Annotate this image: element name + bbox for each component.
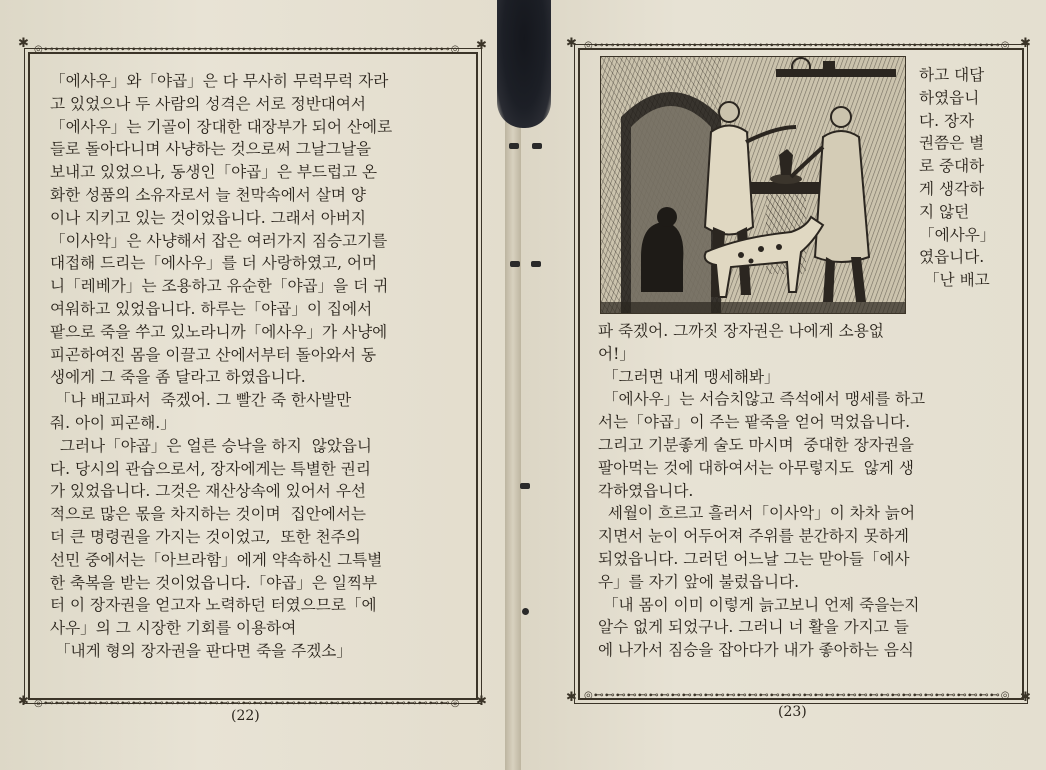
star-ornament: ✱: [1020, 690, 1031, 705]
text-line: 여워하고 있었읍니다. 하루는「야곱」이 집에서: [50, 299, 373, 318]
border-ornament-top: ◎⊷⊷⊷⊷⊷⊷⊷⊷⊷⊷⊷⊷⊷⊷⊷⊷⊷⊷⊷⊷⊷⊷⊷⊷⊷⊷⊷⊷⊷⊷⊷⊷⊷⊷⊷⊷⊷◎: [34, 44, 461, 55]
text-line: 들로 돌아다니며 사냥하는 것으로써 그날그날을: [50, 140, 372, 159]
illustration-jacob-esau: [600, 56, 906, 314]
text-line: 팔아먹는 것에 대하여서는 아무렇지도 않게 생: [598, 458, 914, 477]
engraving-image: [601, 57, 905, 313]
text-line: 로 중대하: [919, 157, 985, 176]
text-line: 다. 장자: [919, 111, 975, 130]
left-page-body: [50, 70, 462, 663]
text-line: 「나 배고파서 죽겠어. 그 빨간 죽 한사발만: [50, 391, 352, 410]
text-line: 피곤하여진 몸을 이끌고 산에서부터 돌아와서 동: [50, 345, 377, 364]
text-line: 지 않던: [919, 202, 970, 221]
text-line: 서는「야곱」이 주는 팥죽을 얻어 먹었읍니다.: [598, 413, 911, 432]
text-line: 「이사악」은 사냥해서 잡은 여러가지 짐승고기를: [50, 231, 388, 250]
right-page-side-text: [919, 64, 1015, 292]
text-line: 어!」: [598, 344, 635, 363]
text-line: 되었읍니다. 그러던 어느날 그는 맏아들「에사: [598, 549, 910, 568]
text-line: 그리고 기분좋게 술도 마시며 중대한 장자권을: [598, 435, 914, 454]
star-ornament: ✱: [476, 38, 487, 53]
text-line: 사우」의 그 시장한 기회를 이용하여: [50, 619, 297, 638]
text-line: 화한 성품의 소유자로서 늘 천막속에서 살며 양: [50, 185, 366, 204]
text-line: 한 축복을 받는 것이었읍니다.「야곱」은 일찍부: [50, 573, 378, 592]
stitch-mark: [531, 261, 541, 267]
border-ornament-bottom: ◎⊷⊷⊷⊷⊷⊷⊷⊷⊷⊷⊷⊷⊷⊷⊷⊷⊷⊷⊷⊷⊷⊷⊷⊷⊷⊷⊷⊷⊷⊷⊷⊷⊷⊷⊷⊷⊷◎: [584, 690, 1011, 701]
text-line: 터 이 장자권을 얻고자 노력하던 터였으므로「에: [50, 596, 377, 615]
star-ornament: ✱: [18, 694, 29, 709]
text-line: 세월이 흐르고 흘러서「이사악」이 차차 늙어: [598, 504, 916, 523]
text-line: 이나 지키고 있는 것이었읍니다. 그래서 아버지: [50, 208, 366, 227]
text-line: 팥으로 죽을 쑤고 있노라니까「에사우」가 사냥에: [50, 322, 388, 341]
text-line: 지면서 눈이 어두어져 주위를 분간하지 못하게: [598, 527, 909, 546]
text-line: 「에사우」는 서슴치않고 즉석에서 맹세를 하고: [598, 390, 926, 409]
star-ornament: ✱: [476, 694, 487, 709]
text-line: 「난 배고: [919, 271, 990, 290]
stitch-mark: [510, 261, 520, 267]
text-line: 에 나가서 짐승을 잡아다가 내가 좋아하는 음식: [598, 641, 914, 660]
text-line: 알수 없게 되었구나. 그러니 너 활을 가지고 들: [598, 618, 909, 637]
text-line: 파 죽겠어. 그까짓 장자권은 나에게 소용없: [598, 322, 884, 340]
star-ornament: ✱: [566, 690, 577, 705]
text-line: 대접해 드리는「에사우」를 더 사랑하였고, 어머: [50, 254, 378, 273]
text-line: 였읍니다.: [919, 248, 985, 267]
text-line: 가 있었읍니다. 그것은 재산상속에 있어서 우선: [50, 482, 366, 501]
text-line: 생에게 그 죽을 좀 달라고 하였읍니다.: [50, 368, 306, 387]
text-line: 「내게 형의 장자권을 판다면 죽을 주겠소」: [50, 641, 352, 660]
text-line: 각하였읍니다.: [598, 481, 694, 500]
text-line: 「에사우」는 기골이 장대한 대장부가 되어 산에로: [50, 117, 393, 136]
text-line: 보내고 있었으나, 동생인「야곱」은 부드럽고 온: [50, 163, 378, 182]
border-ornament-bottom: ◎⊷⊷⊷⊷⊷⊷⊷⊷⊷⊷⊷⊷⊷⊷⊷⊷⊷⊷⊷⊷⊷⊷⊷⊷⊷⊷⊷⊷⊷⊷⊷⊷⊷⊷⊷⊷⊷◎: [34, 698, 461, 709]
text-line: 「내 몸이 이미 이렇게 늙고보니 언제 죽을는지: [598, 595, 920, 614]
page-number-right: (23): [778, 704, 807, 720]
text-line: 적으로 많은 몫을 차지하는 것이며 집안에서는: [50, 505, 366, 524]
text-line: 니「레베가」는 조용하고 유순한「야곱」을 더 귀: [50, 277, 389, 296]
text-line: 하고 대답: [919, 66, 985, 84]
text-line: 게 생각하: [919, 179, 985, 198]
text-line: 「에사우」와「야곱」은 다 무사히 무럭무럭 자라: [50, 72, 389, 90]
text-line: 권쯤은 별: [919, 134, 985, 153]
page-number-left: (22): [231, 708, 260, 724]
text-line: 우」를 자기 앞에 불렀읍니다.: [598, 572, 800, 591]
text-line: 「그러면 내게 맹세해봐」: [598, 367, 780, 386]
stitch-mark: [522, 608, 529, 615]
star-ornament: ✱: [1020, 36, 1031, 51]
stitch-mark: [532, 143, 542, 149]
spine-tape: [497, 0, 551, 128]
text-line: 선민 중에서는「아브라함」에게 약속하신 그특별: [50, 550, 383, 569]
text-line: 줘. 아이 피곤해.」: [50, 413, 176, 432]
stitch-mark: [520, 483, 530, 489]
border-ornament-top: ◎⊷⊷⊷⊷⊷⊷⊷⊷⊷⊷⊷⊷⊷⊷⊷⊷⊷⊷⊷⊷⊷⊷⊷⊷⊷⊷⊷⊷⊷⊷⊷⊷⊷⊷⊷⊷⊷◎: [584, 40, 1011, 51]
right-page-body: [598, 320, 1010, 662]
text-line: 더 큰 명령권을 가지는 것이었고, 또한 천주의: [50, 527, 361, 546]
text-line: 고 있었으나 두 사람의 성격은 서로 정반대여서: [50, 94, 366, 113]
star-ornament: ✱: [18, 36, 29, 51]
stitch-mark: [509, 143, 519, 149]
star-ornament: ✱: [566, 36, 577, 51]
text-line: 그러나「야곱」은 얼른 승낙을 하지 않았읍니: [50, 436, 372, 455]
text-line: 하였읍니: [919, 88, 980, 107]
text-line: 다. 당시의 관습으로서, 장자에게는 특별한 권리: [50, 459, 371, 478]
text-line: 「에사우」: [919, 225, 996, 244]
